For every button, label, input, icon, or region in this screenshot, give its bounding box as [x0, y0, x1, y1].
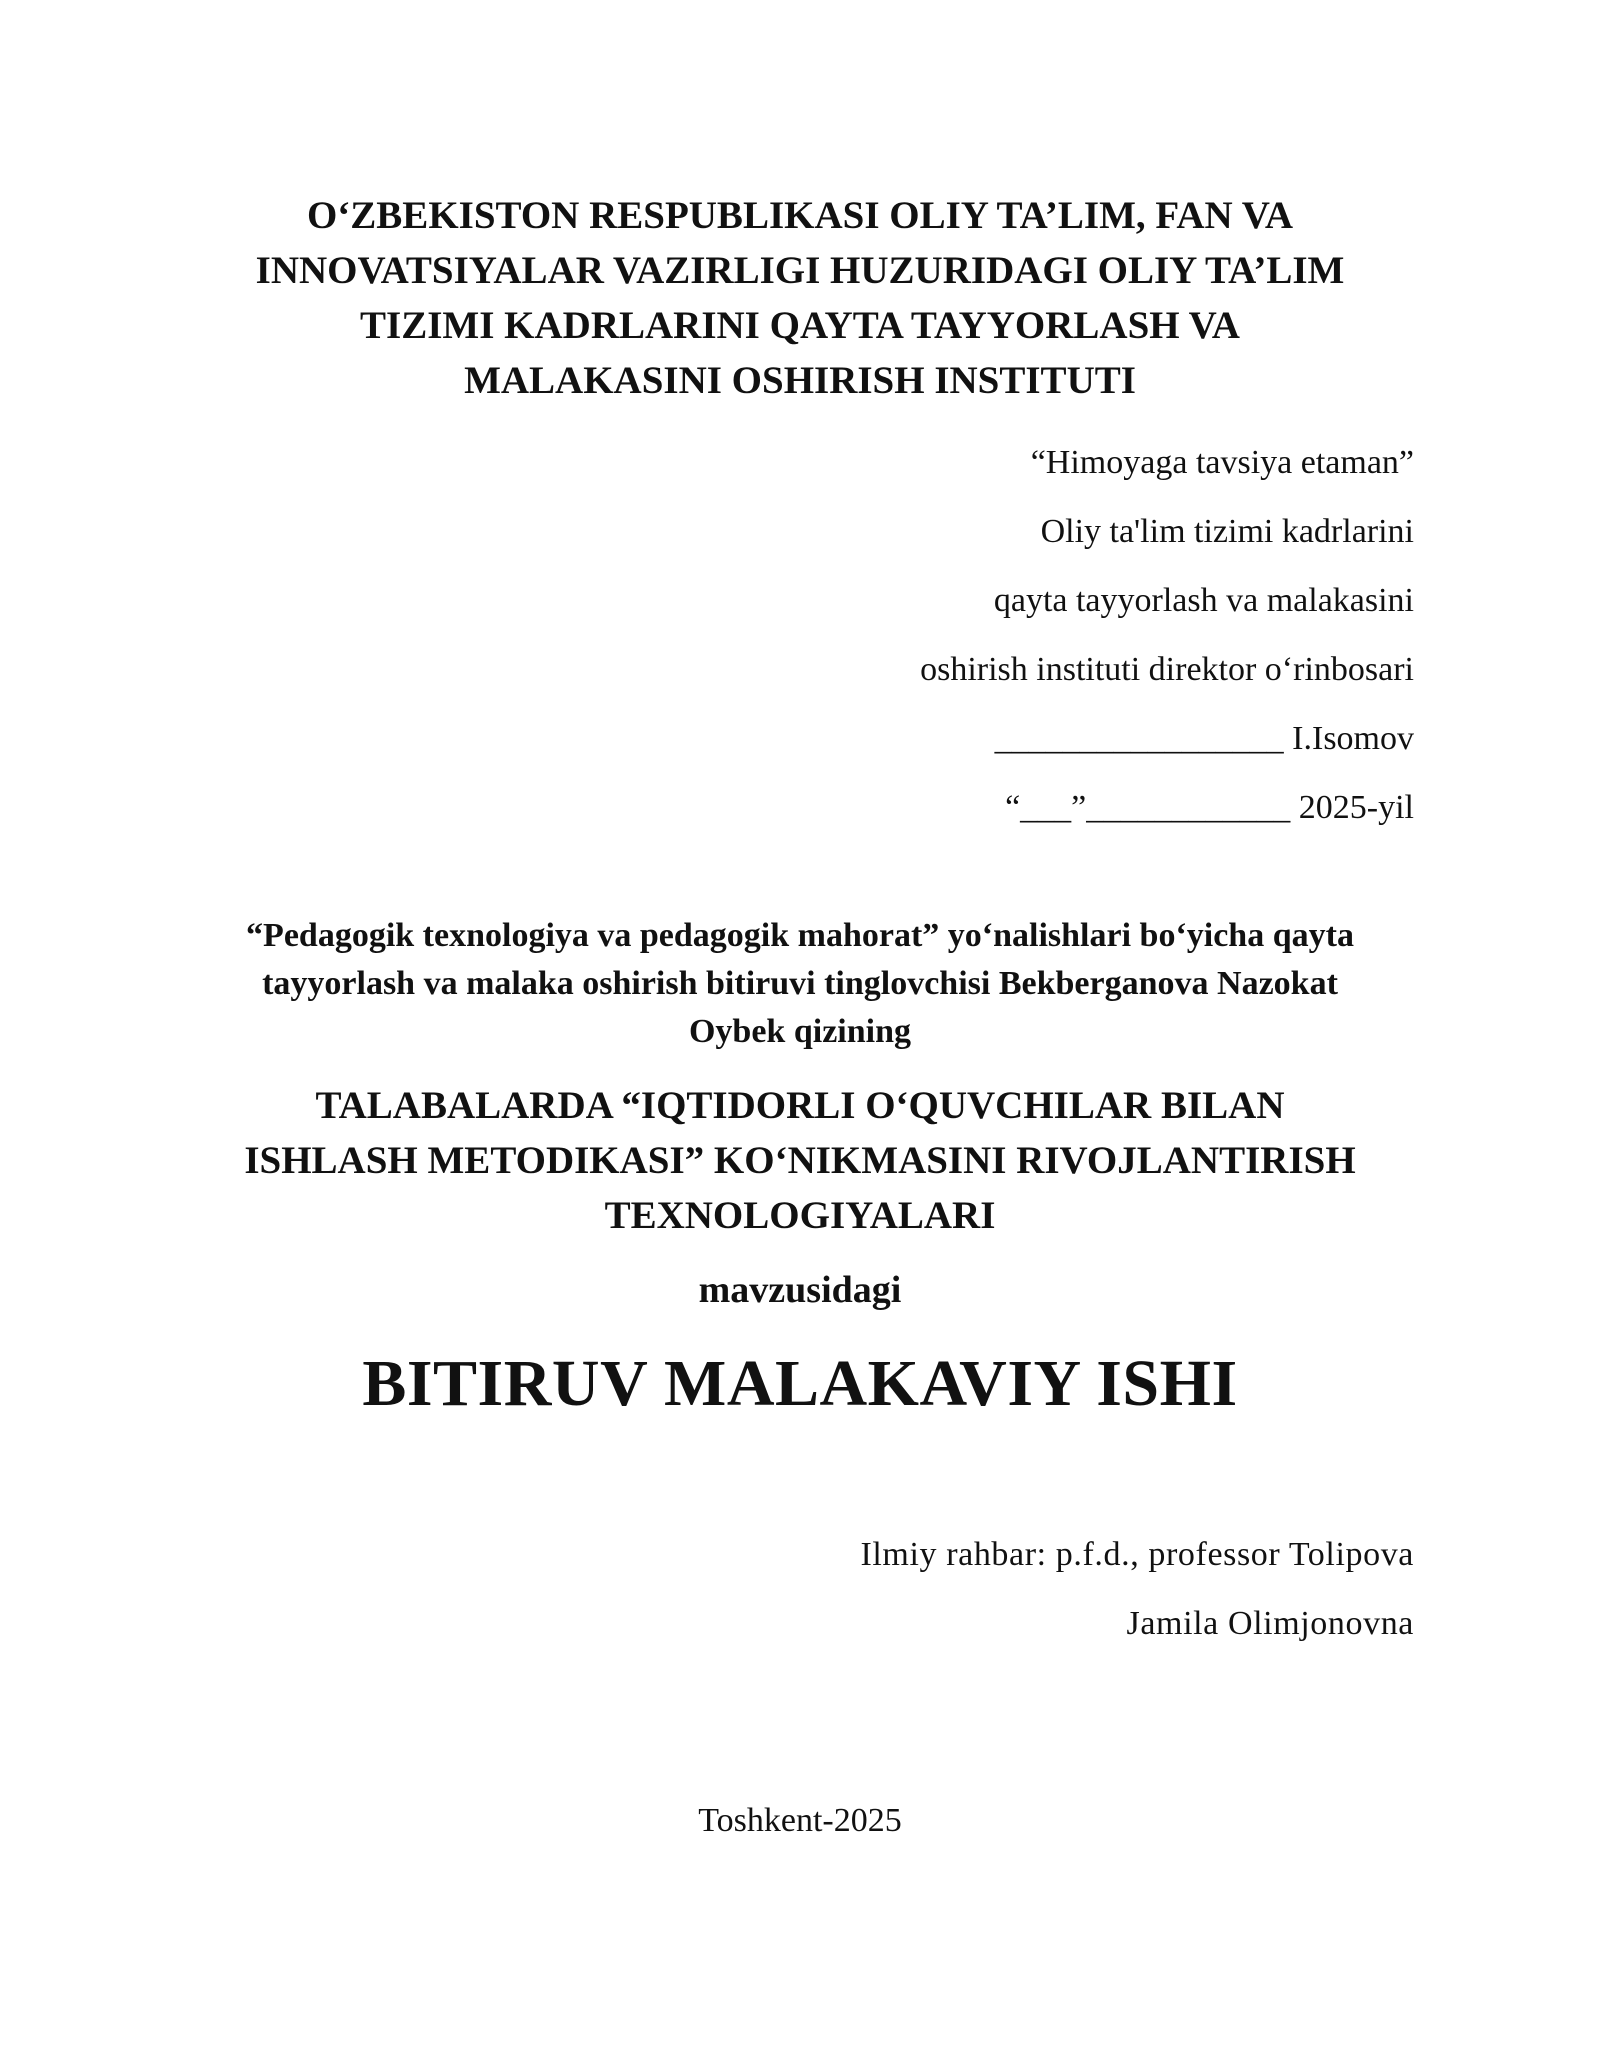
supervisor-line: Jamila Olimjonovna — [1126, 1605, 1414, 1642]
approval-line: oshirish instituti direktor o‘rinbosari — [920, 651, 1414, 688]
intro-line: tayyorlash va malaka oshirish bitiruvi tinglovchisi Bekberganova Nazokat — [262, 965, 1338, 1002]
institution-line: MALAKASINI OSHIRISH INSTITUTI — [464, 359, 1136, 402]
institution-line: O‘ZBEKISTON RESPUBLIKASI OLIY TA’LIM, FAN VA — [306, 194, 1294, 237]
topic-line: ISHLASH METODIKASI” KO‘NIKMASINI RIVOJLANTIRISH — [244, 1139, 1356, 1182]
institution-line: INNOVATSIYALAR VAZIRLIGI HUZURIDAGI OLIY TA’LIM — [255, 249, 1345, 292]
author-intro — [190, 912, 1410, 1056]
approval-line: Oliy ta'lim tizimi kadrlarini — [1040, 513, 1414, 550]
approval-date-line: “___”____________ 2025-yil — [1005, 789, 1414, 826]
supervisor-block — [514, 1520, 1414, 1658]
institution-line: TIZIMI KADRLARINI QAYTA TAYYORLASH VA — [360, 304, 1240, 347]
topic-line: TALABALARDA “IQTIDORLI O‘QUVCHILAR BILAN — [315, 1084, 1285, 1127]
topic-line: TEXNOLOGIYALARI — [604, 1194, 996, 1237]
topic-suffix: mavzusidagi — [698, 1269, 902, 1311]
approval-line: qayta tayyorlash va malakasini — [993, 582, 1414, 619]
document-type-title: BITIRUV MALAKAVIY ISHI — [362, 1347, 1238, 1420]
approval-line: “Himoyaga tavsiya etaman” — [1030, 444, 1414, 481]
thesis-topic — [190, 1078, 1410, 1243]
place-year-footer: Toshkent-2025 — [698, 1802, 902, 1839]
intro-line: Oybek qizining — [688, 1013, 911, 1050]
approval-block — [514, 428, 1414, 842]
institution-heading — [200, 188, 1400, 408]
approval-signature-line: _________________ I.Isomov — [994, 720, 1414, 757]
intro-line: “Pedagogik texnologiya va pedagogik mahorat” yo‘nalishlari bo‘yicha qayta — [246, 917, 1354, 954]
supervisor-line: Ilmiy rahbar: p.f.d., professor Tolipova — [860, 1536, 1414, 1573]
